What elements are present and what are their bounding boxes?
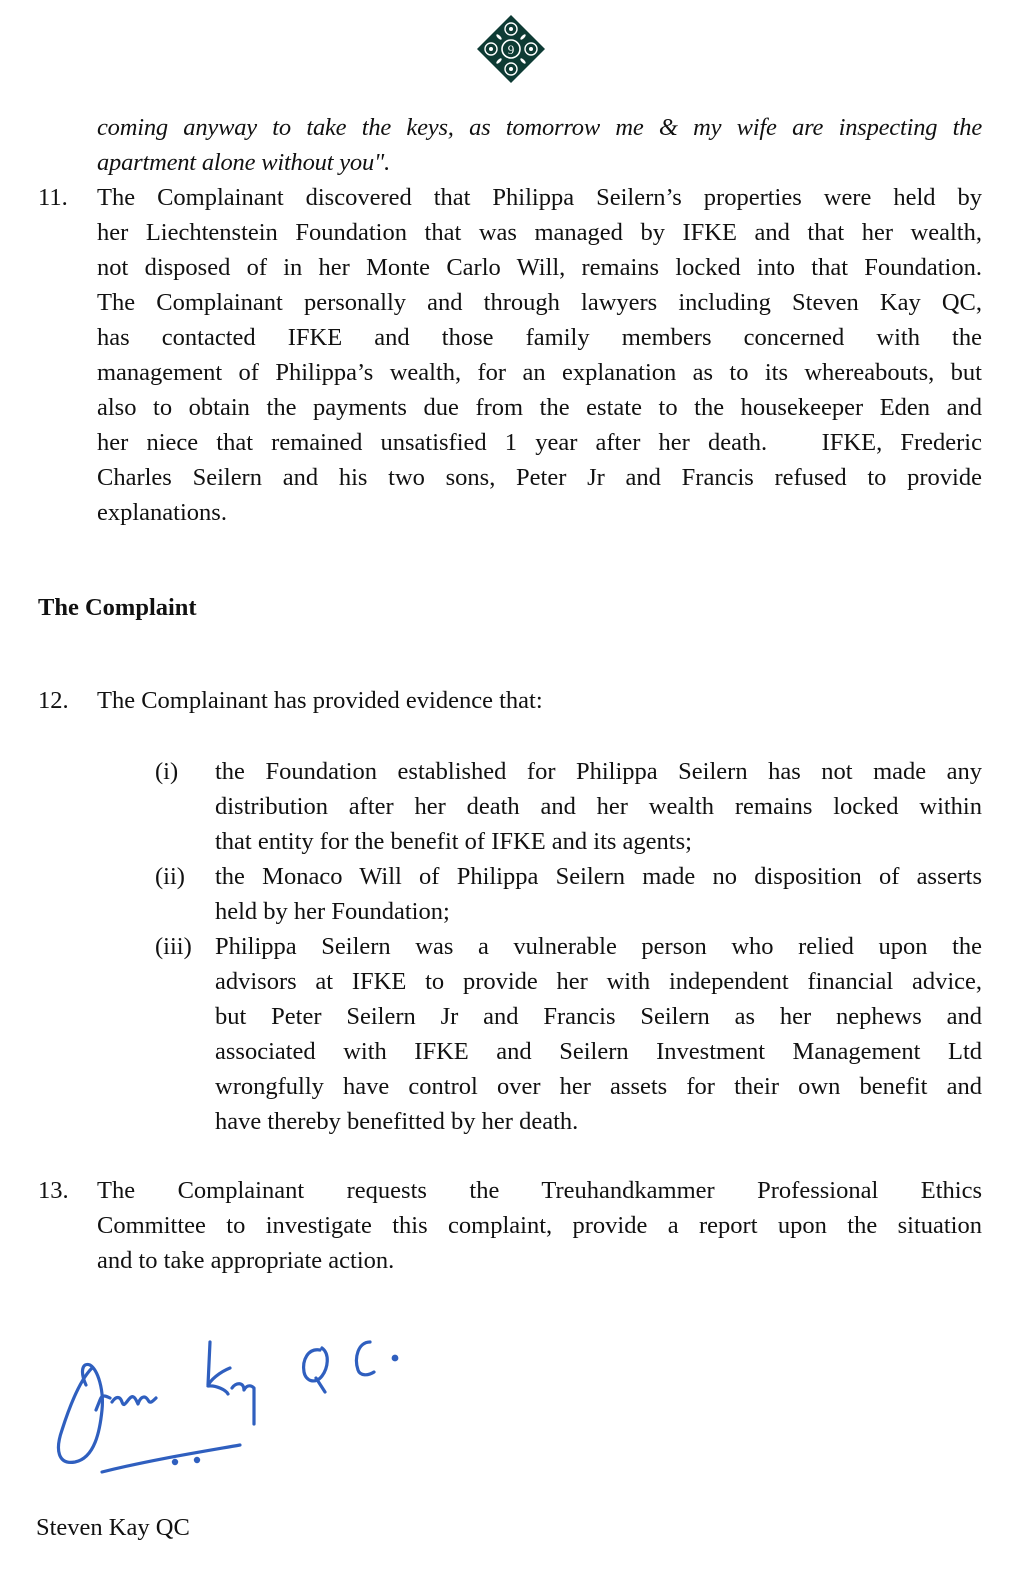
list-marker: (ii)	[155, 863, 185, 890]
list-marker: (i)	[155, 758, 179, 785]
paragraph-number: 13.	[38, 1177, 69, 1204]
quote-line: coming anyway to take the keys, as tomorrow me & my wife are inspecting the	[97, 114, 982, 141]
list-item-line: wrongfully have control over her assets for their own benefit and	[215, 1073, 982, 1100]
list-item-line: advisors at IFKE to provide her with independent financial advice,	[215, 968, 982, 995]
paragraph-line: The Complainant personally and through lawyers including Steven Kay QC,	[97, 289, 982, 316]
emblem-logo	[475, 13, 547, 85]
paragraph-line: also to obtain the payments due from the estate to the housekeeper Eden and	[97, 394, 982, 421]
signatory-name: Steven Kay QC	[36, 1514, 190, 1541]
paragraph-line: Charles Seilern and his two sons, Peter Jr and Francis refused to provide	[97, 464, 982, 491]
paragraph-line: and to take appropriate action.	[97, 1247, 395, 1274]
list-item-line: associated with IFKE and Seilern Investment Management Ltd	[215, 1038, 982, 1065]
list-item-line: that entity for the benefit of IFKE and its agents;	[215, 828, 692, 855]
list-marker: (iii)	[155, 933, 192, 960]
quote-line: apartment alone without you".	[97, 149, 391, 176]
list-item-line: held by her Foundation;	[215, 898, 450, 925]
list-item-line: distribution after her death and her wealth remains locked within	[215, 793, 982, 820]
logo-glyph: 9	[507, 42, 515, 57]
handwritten-signature	[40, 1330, 440, 1480]
list-item-line: but Peter Seilern Jr and Francis Seilern as her nephews and	[215, 1003, 982, 1030]
paragraph-number: 11.	[38, 184, 68, 211]
paragraph-number: 12.	[38, 687, 69, 714]
paragraph-line: has contacted IFKE and those family members concerned with the	[97, 324, 982, 351]
paragraph-12-text: The Complainant has provided evidence that:	[97, 687, 543, 714]
list-item-line: have thereby benefitted by her death.	[215, 1108, 579, 1135]
paragraph-line: The Complainant discovered that Philippa Seilern’s properties were held by	[97, 184, 982, 211]
paragraph-line: management of Philippa’s wealth, for an explanation as to its whereabouts, but	[97, 359, 982, 386]
paragraph-line: Committee to investigate this complaint, provide a report upon the situation	[97, 1212, 982, 1239]
list-item-line: Philippa Seilern was a vulnerable person who relied upon the	[215, 933, 982, 960]
list-item-line: the Foundation established for Philippa Seilern has not made any	[215, 758, 982, 785]
paragraph-line: not disposed of in her Monte Carlo Will, remains locked into that Foundation.	[97, 254, 982, 281]
paragraph-line: The Complainant requests the Treuhandkammer Professional Ethics	[97, 1177, 982, 1204]
paragraph-line: explanations.	[97, 499, 227, 526]
paragraph-line: her Liechtenstein Foundation that was managed by IFKE and that her wealth,	[97, 219, 982, 246]
section-heading: The Complaint	[38, 594, 197, 621]
paragraph-line: her niece that remained unsatisfied 1 year after her death. IFKE, Frederic	[97, 429, 982, 456]
list-item-line: the Monaco Will of Philippa Seilern made no disposition of asserts	[215, 863, 982, 890]
